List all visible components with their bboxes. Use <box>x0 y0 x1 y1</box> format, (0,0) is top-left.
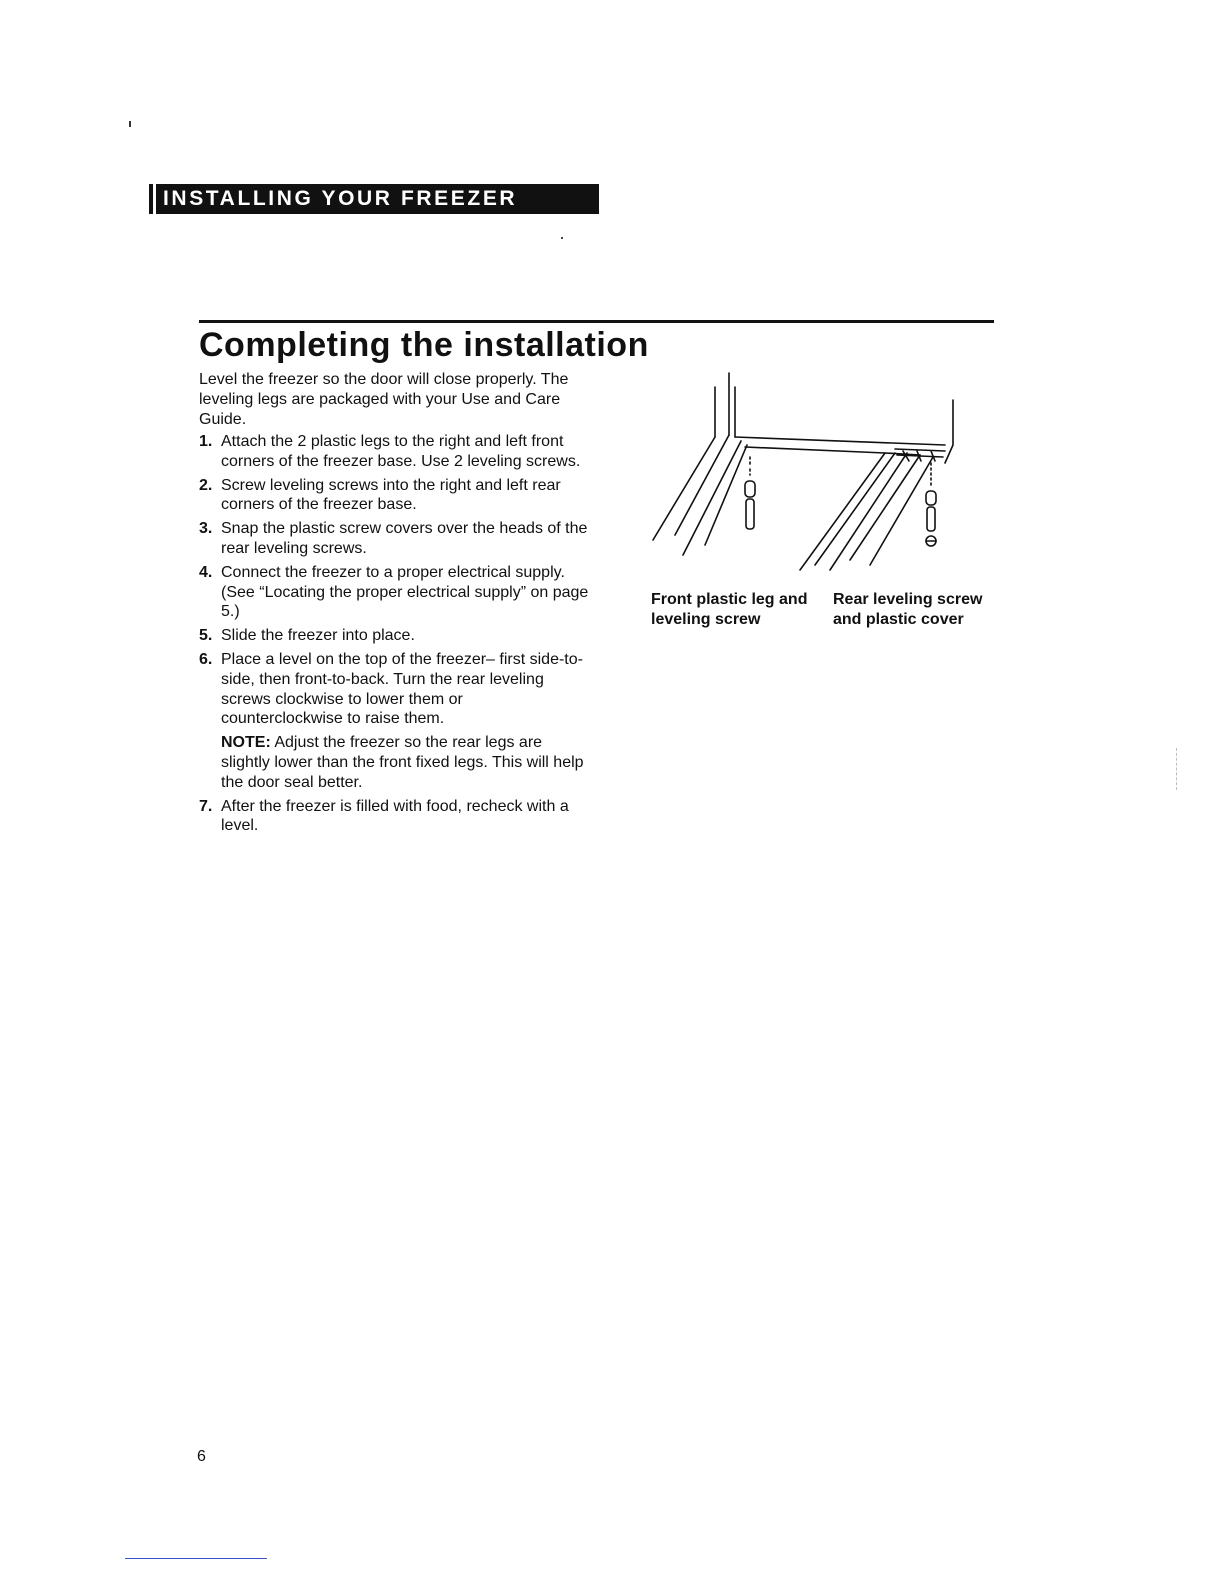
step-number: 4. <box>199 563 213 581</box>
step-text: Screw leveling screws into the right and left rear corners of the freezer base. <box>221 476 561 514</box>
step-number: 1. <box>199 433 213 450</box>
list-item <box>199 519 589 559</box>
note-text: Adjust the freezer so the rear legs are slightly lower than the front fixed legs. This will help the door seal better. <box>221 734 584 791</box>
section-banner <box>149 184 599 214</box>
step-text: After the freezer is filled with food, recheck with a level. <box>221 797 569 835</box>
figure-caption-front: Front plastic leg and leveling screw <box>651 591 808 628</box>
banner-bar <box>153 184 156 214</box>
step-number: 3. <box>199 520 213 538</box>
note-label: NOTE: <box>221 734 271 752</box>
page-title: Completing the installation <box>199 326 649 364</box>
list-item <box>199 797 589 837</box>
step-number: 5. <box>199 627 213 645</box>
scan-speck <box>561 237 563 239</box>
list-item <box>199 476 589 516</box>
step-number: 6. <box>199 650 213 668</box>
step-text: Attach the 2 plastic legs to the right and left front corners of the freezer base. Use 2 leveling screws. <box>221 433 581 470</box>
step-text: Snap the plastic screw covers over the heads of the rear leveling screws. <box>221 520 588 557</box>
step-number: 2. <box>199 476 213 494</box>
page-number: 6 <box>197 1448 206 1465</box>
title-rule <box>199 320 994 323</box>
scan-speck <box>129 121 131 127</box>
step-text: Connect the freezer to a proper electrical supply. (See “Locating the proper electrical supply” on page 5.) <box>221 563 589 621</box>
step-number: 7. <box>199 797 213 815</box>
section-banner-label: INSTALLING YOUR FREEZER <box>163 187 518 210</box>
list-item <box>199 432 589 472</box>
footer-link-underline <box>125 1558 267 1559</box>
steps-list <box>199 432 589 840</box>
list-item <box>199 626 589 646</box>
step-text: Place a level on the top of the freezer– first side-to-side, then front-to-back. Turn the rear leveling screws clockwise to lower them or counterclockwise to raise them. <box>221 650 583 728</box>
list-item <box>199 563 589 622</box>
intro-paragraph: Level the freezer so the door will close properly. The leveling legs are packaged with your Use and Care Guide. <box>199 371 569 428</box>
note <box>221 733 589 792</box>
scan-margin-marks <box>1176 748 1178 790</box>
list-item <box>199 650 589 793</box>
figure-caption-rear: Rear leveling screw and plastic cover <box>833 591 983 628</box>
step-text: Slide the freezer into place. <box>221 627 415 645</box>
freezer-base-leveling-icon <box>645 365 975 580</box>
